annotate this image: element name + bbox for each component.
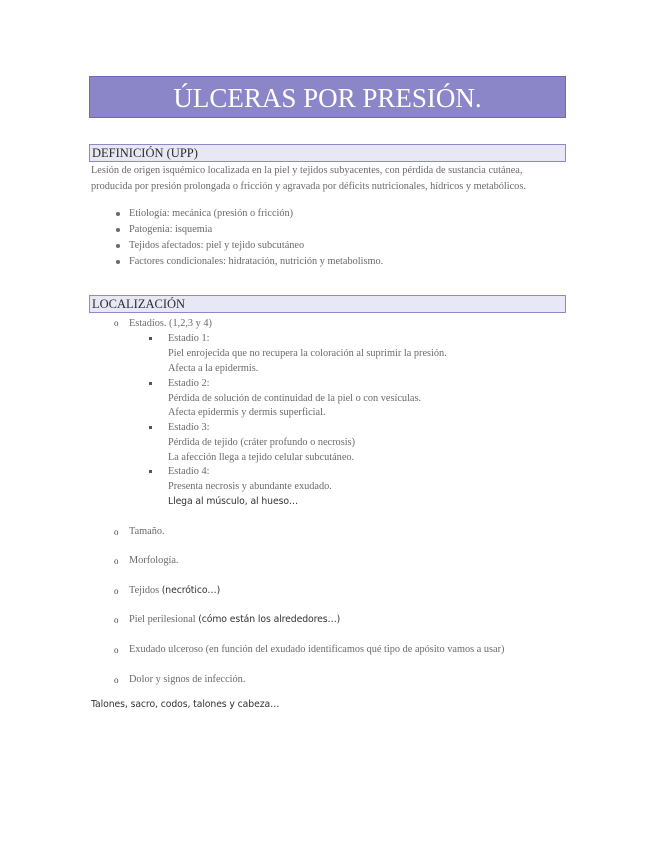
localization-item: Exudado ulceroso (en función del exudado identificamos qué tipo de apósito vamos a usar) [129,644,505,655]
square-bullet-icon [149,426,152,429]
localization-item: Dolor y signos de infección. [129,674,246,685]
circle-bullet-icon: o [114,586,119,596]
stage-label: Estadío 2: [168,378,210,389]
definition-heading: DEFINICIÓN (UPP) [89,144,566,162]
definition-bullet: Patogenia: isquemia [129,224,213,235]
circle-bullet-icon: o [114,556,119,566]
stage-text: Pérdida de solución de continuidad de la piel o con vesículas. [168,393,422,404]
bullet-icon [116,212,120,216]
stage-text: Piel enrojecida que no recupera la coloración al suprimir la presión. [168,348,447,359]
localization-item: Morfología. [129,555,179,566]
stage-handwritten-note: Llega al músculo, al hueso… [168,496,299,507]
stage-label: Estadío 3: [168,422,210,433]
localization-heading: LOCALIZACIÓN [89,295,566,313]
square-bullet-icon [149,470,152,473]
stage-text: Pérdida de tejido (cráter profundo o necrosis) [168,437,355,448]
definition-line-2: producida por presión prolongada o fricción y agravada por déficits nutricionales, hídricos y metabólicos. [91,181,526,192]
tissues-label: Tejidos [129,585,160,596]
circle-bullet-icon: o [114,318,119,328]
definition-bullet: Tejidos afectados: piel y tejido subcutáneo [129,240,305,251]
definition-bullet: Etiología: mecánica (presión o fricción) [129,208,294,219]
circle-bullet-icon: o [114,527,119,537]
stages-label: Estadíos. (1,2,3 y 4) [129,318,212,329]
definition-line-1: Lesión de origen isquémico localizada en la piel y tejidos subyacentes, con pérdida de sustancia cutánea, [91,165,523,176]
stage-text: Afecta epidermis y dermis superficial. [168,407,326,418]
circle-bullet-icon: o [114,675,119,685]
page-title: ÚLCERAS POR PRESIÓN. [89,76,566,118]
skin-label: Piel perilesional [129,614,196,625]
bullet-icon [116,260,120,264]
stage-label: Estadío 1: [168,333,210,344]
localization-item [129,583,220,598]
circle-bullet-icon: o [114,645,119,655]
square-bullet-icon [149,382,152,385]
bullet-icon [116,244,120,248]
localization-item [129,612,340,627]
stage-text: Presenta necrosis y abundante exudado. [168,481,332,492]
stage-text: La afección llega a tejido celular subcutáneo. [168,452,355,463]
localization-item: Tamaño. [129,526,165,537]
bullet-icon [116,228,120,232]
skin-note: (cómo están los alrededores…) [198,614,341,625]
tissues-note: (necrótico…) [161,585,221,596]
footer-handwritten-note: Talones, sacro, codos, talones y cabeza… [91,699,280,710]
definition-bullet: Factores condicionales: hidratación, nutrición y metabolismo. [129,256,384,267]
square-bullet-icon [149,337,152,340]
stage-text: Afecta a la epidermis. [168,363,259,374]
circle-bullet-icon: o [114,615,119,625]
stage-label: Estadío 4: [168,466,210,477]
